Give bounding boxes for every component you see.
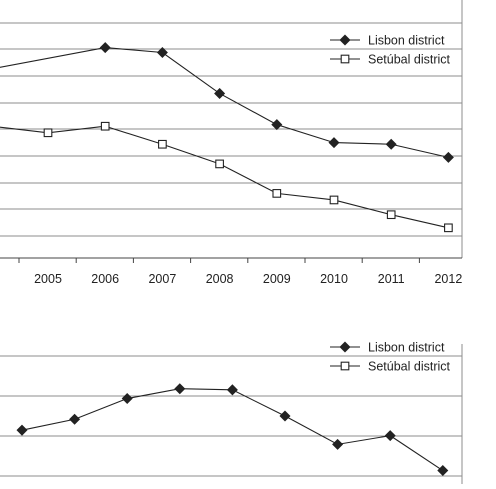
chart-2-legend [330,341,451,374]
chart-1-legend [330,34,451,67]
chart-2 [0,341,462,485]
legend-marker [341,55,349,63]
series-set-bal-district [0,122,452,231]
data-point [228,385,238,395]
data-point [273,190,281,198]
legend-label: Lisbon district [368,33,445,48]
data-point [329,138,339,148]
data-point [386,139,396,149]
legend-marker [340,342,350,352]
data-point [385,431,395,441]
data-point [100,43,110,53]
x-tick-label: 2006 [91,272,120,286]
data-point [215,89,225,99]
legend-label: Setúbal district [368,52,450,67]
x-tick-label: 2009 [262,272,291,286]
data-point [330,196,338,204]
legend-marker [340,35,350,45]
data-point [333,440,343,450]
legend-entry [330,34,445,48]
data-point [44,129,52,137]
data-point [70,414,80,424]
data-point [175,384,185,394]
legend-label: Setúbal district [368,359,450,374]
data-point [159,140,167,148]
series-lisbon-district [17,384,447,475]
x-tick-label: 2008 [205,272,234,286]
series-line [0,126,448,228]
x-tick-label: 2007 [148,272,177,286]
data-point [216,160,224,168]
data-point [387,211,395,219]
x-axis [0,258,462,286]
data-point [17,425,27,435]
x-tick-label: 2005 [34,272,62,286]
data-point [122,394,132,404]
x-tick-label: 2011 [377,272,405,286]
legend-entry [330,53,451,67]
chart-2-gridlines [0,356,462,476]
legend-marker [341,362,349,370]
legend-entry [330,360,451,374]
data-point [445,224,453,232]
data-point [101,122,109,130]
data-point [438,466,448,476]
legend-label: Lisbon district [368,340,445,355]
x-tick-label: 2010 [320,272,348,286]
data-point [272,120,282,130]
series-line [22,389,443,471]
data-point [280,411,290,421]
legend-entry [330,341,445,355]
x-tick-label: 2012 [434,272,463,286]
data-point [444,153,454,163]
